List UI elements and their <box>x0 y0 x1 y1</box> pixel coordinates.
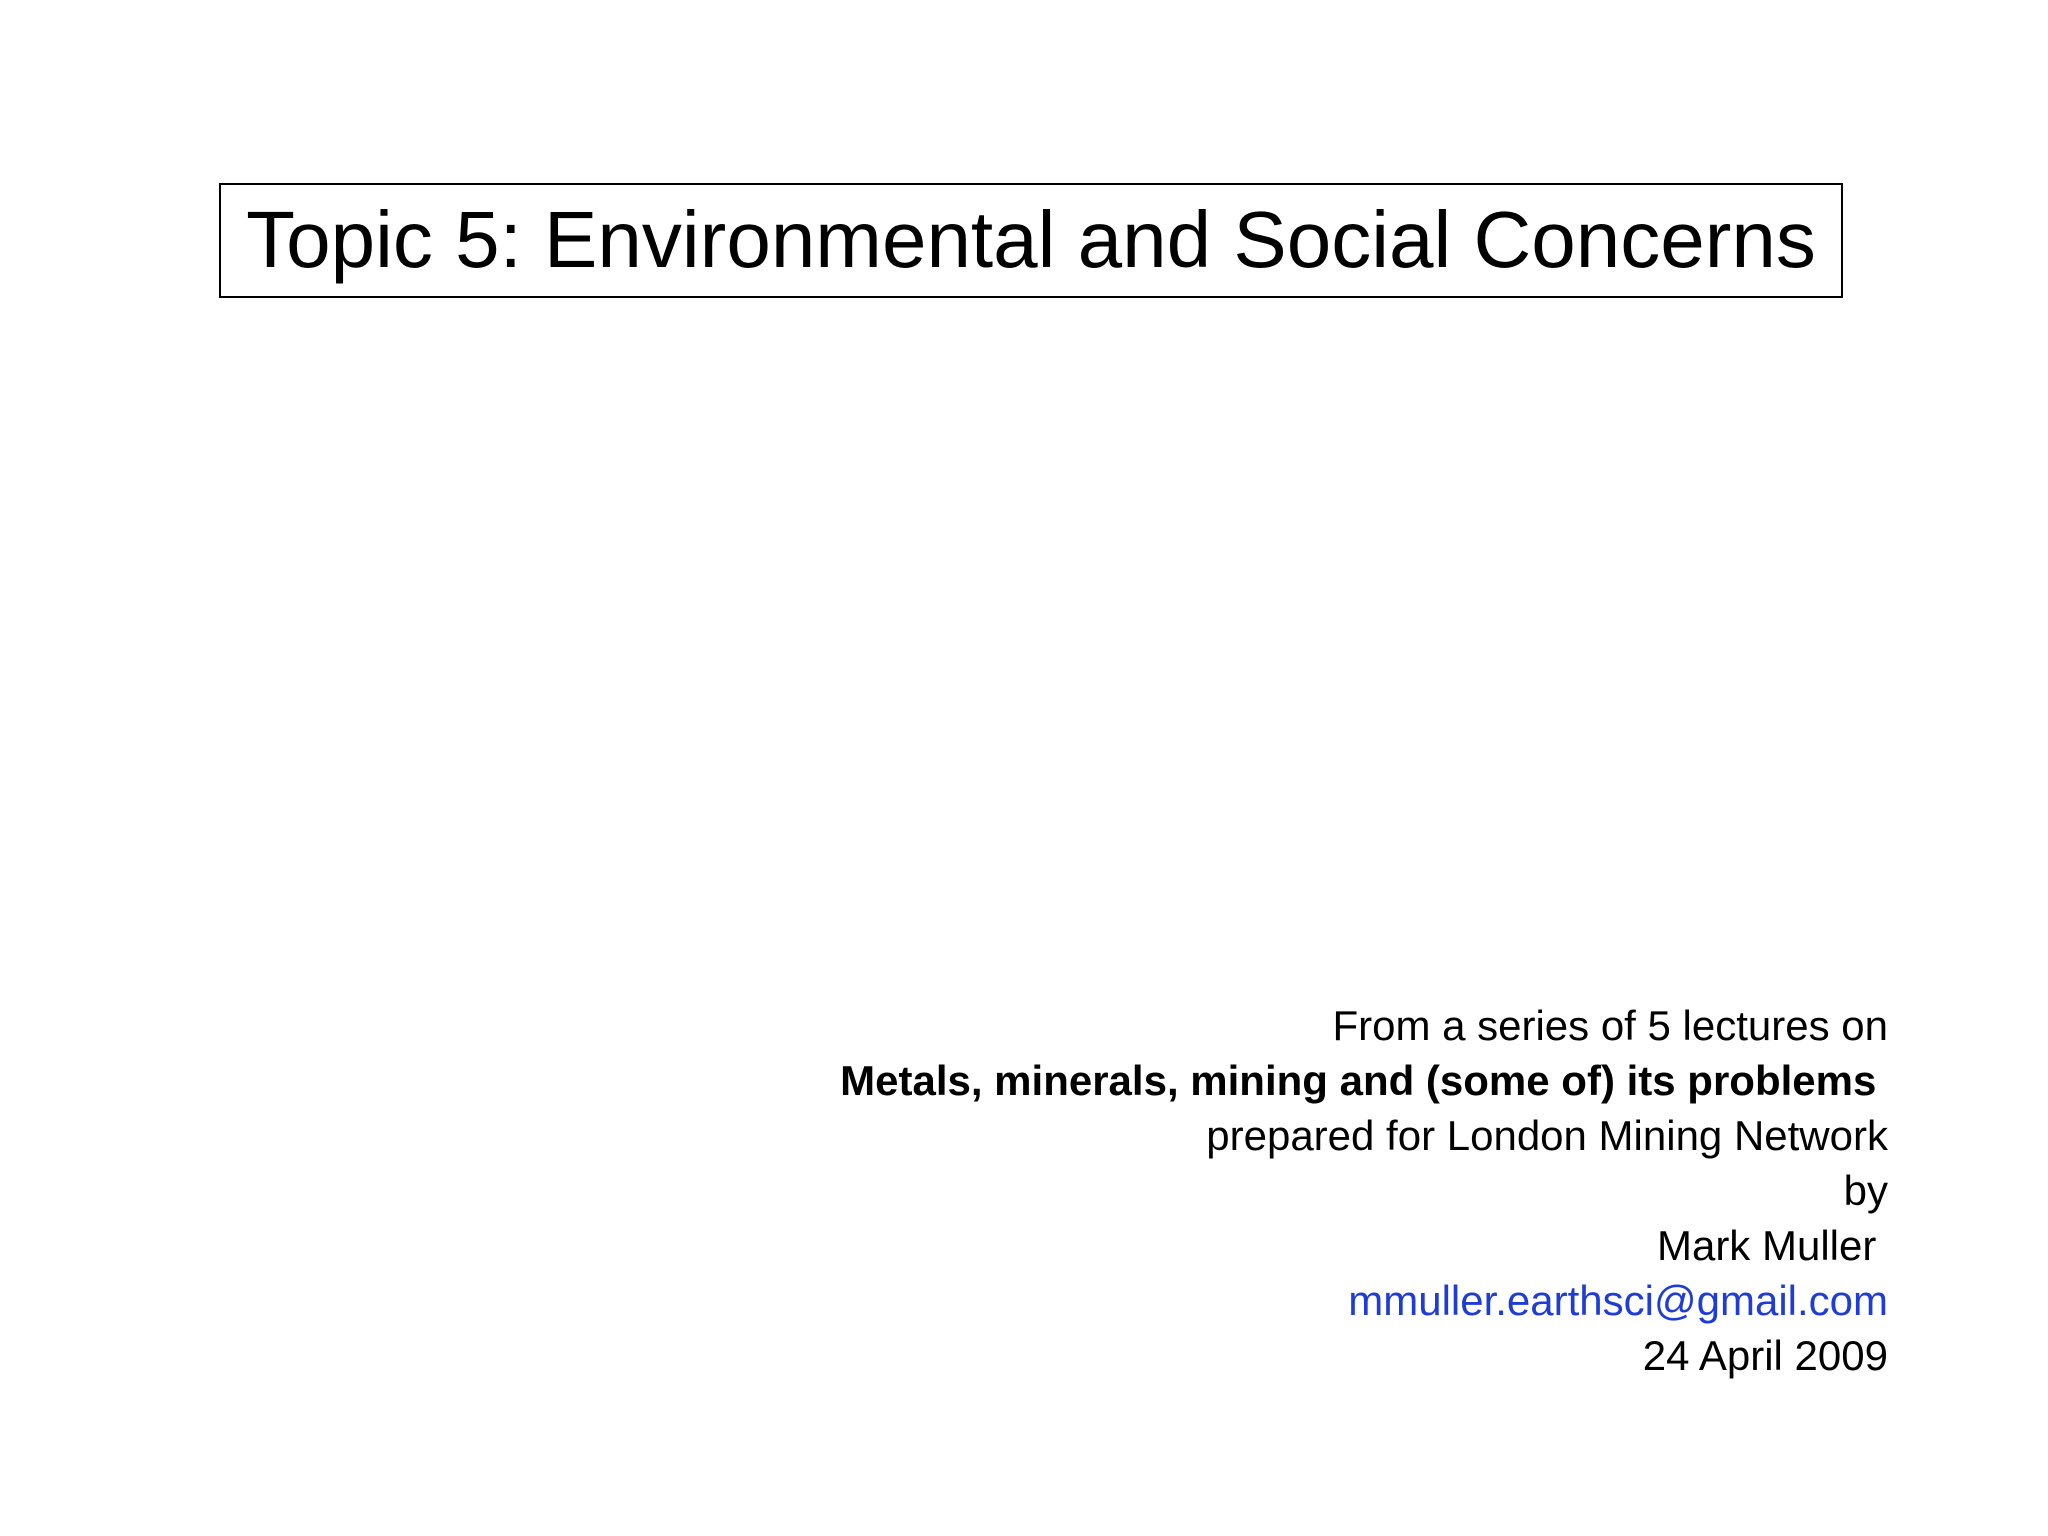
prepared-for-line: prepared for London Mining Network <box>1206 1112 1888 1159</box>
author-name: Mark Muller <box>1656 1222 1888 1269</box>
presentation-date: 24 April 2009 <box>1642 1332 1888 1379</box>
credits-block <box>840 998 1888 1383</box>
series-line: From a series of 5 lectures on <box>1332 1002 1888 1049</box>
author-email-link[interactable]: mmuller.earthsci@gmail.com <box>1348 1277 1888 1324</box>
title-box <box>219 183 1843 298</box>
slide-title: Topic 5: Environmental and Social Concerns <box>246 194 1816 284</box>
course-title: Metals, minerals, mining and (some of) its problems <box>840 1057 1888 1104</box>
by-line: by <box>1843 1167 1888 1214</box>
